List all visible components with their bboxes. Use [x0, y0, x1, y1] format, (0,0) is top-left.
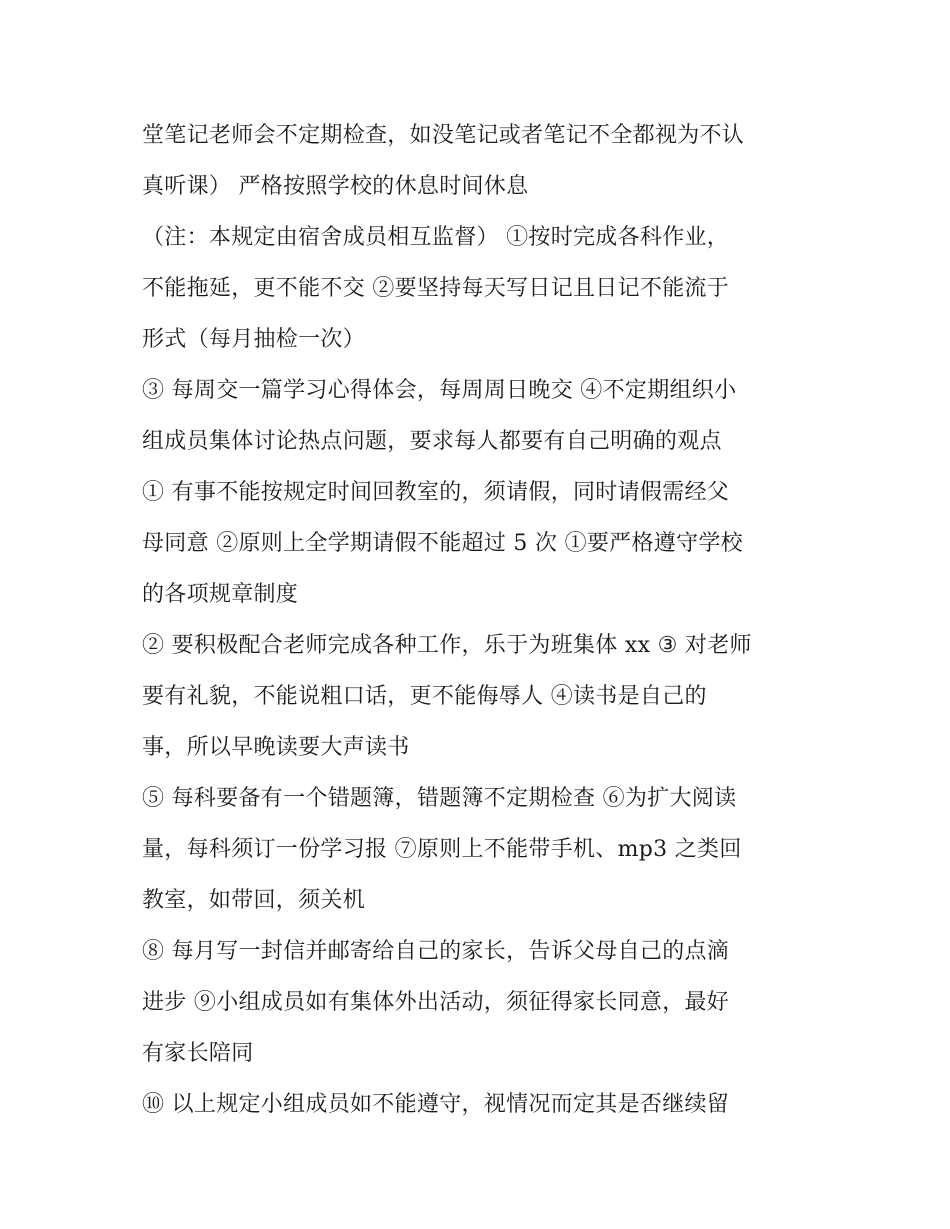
text-line: ⑧ 每月写一封信并邮寄给自己的家长，告诉父母自己的点滴	[142, 939, 730, 964]
text-line: 真听课） 严格按照学校的休息时间休息	[142, 174, 529, 199]
text-line: ③ 每周交一篇学习心得体会，每周周日晚交 ④不定期组织小	[142, 378, 737, 403]
text-line: 有家长陪同	[142, 1041, 254, 1066]
document-body	[142, 110, 842, 1130]
text-line: ① 有事不能按规定时间回教室的，须请假，同时请假需经父	[142, 480, 730, 505]
text-line: 不能拖延，更不能不交 ②要坚持每天写日记且日记不能流于	[142, 276, 730, 301]
text-line: 组成员集体讨论热点问题，要求每人都要有自己明确的观点	[142, 429, 722, 454]
text-line: 形式（每月抽检一次）	[142, 327, 366, 352]
text-line: ② 要积极配合老师完成各种工作，乐于为班集体 xx ③ 对老师	[142, 633, 752, 658]
text-line: 要有礼貌，不能说粗口话，更不能侮辱人 ④读书是自己的	[142, 684, 707, 709]
text-line: 进步 ⑨小组成员如有集体外出活动，须征得家长同意，最好	[142, 990, 730, 1015]
text-line: 事，所以早晚读要大声读书	[142, 735, 410, 760]
text-line: 堂笔记老师会不定期检查，如没笔记或者笔记不全都视为不认	[142, 123, 745, 148]
text-line: 母同意 ②原则上全学期请假不能超过 5 次 ①要严格遵守学校	[142, 531, 743, 556]
text-line: 的各项规章制度	[142, 582, 299, 607]
text-line: ⑩ 以上规定小组成员如不能遵守，视情况而定其是否继续留	[142, 1092, 730, 1117]
text-line: ⑤ 每科要备有一个错题簿，错题簿不定期检查 ⑥为扩大阅读	[142, 786, 737, 811]
text-line: （注：本规定由宿舍成员相互监督） ①按时完成各科作业，	[142, 225, 730, 250]
text-line: 教室，如带回，须关机	[142, 888, 366, 913]
text-line: 量，每科须订一份学习报 ⑦原则上不能带手机、mp3 之类回	[142, 837, 742, 862]
